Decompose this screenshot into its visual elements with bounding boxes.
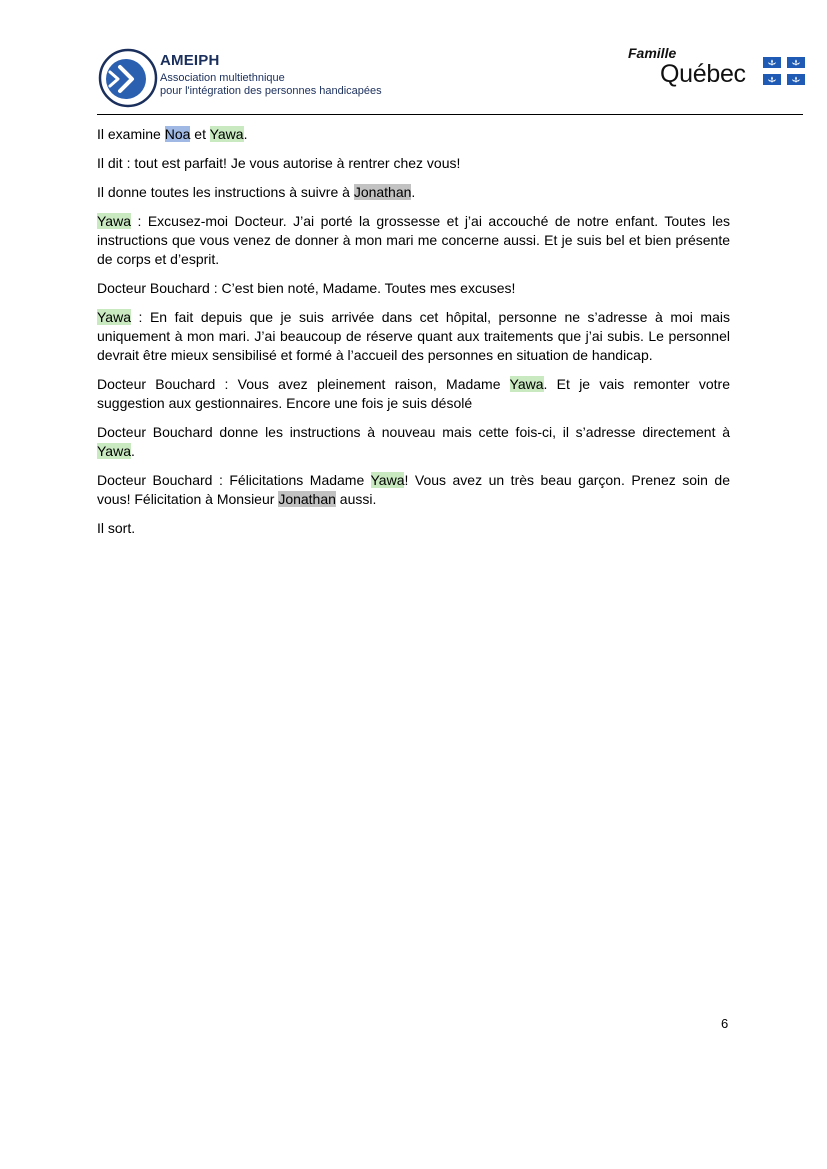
gov-famille-label: Famille <box>628 45 677 61</box>
org-subtitle-line1: Association multiethnique <box>160 72 285 84</box>
name-noa: Noa <box>164 126 191 142</box>
page-header <box>0 0 827 120</box>
paragraph-6: Yawa : En fait depuis que je suis arrivée dans cet hôpital, personne ne s’adresse à moi mais uniquement à mon mari. J’ai beaucoup de réserve quant aux traitements que j’ai subis. Le personnel devrait être mieux sensibilisé et formé à l’accueil des personnes en situation de handicap. <box>97 309 730 363</box>
paragraph-9: Docteur Bouchard : Félicitations Madame Yawa! Vous avez un très beau garçon. Prenez soin de vous! Félicitation à Monsieur Jonathan aussi. <box>97 472 730 507</box>
name-yawa: Yawa <box>370 472 405 488</box>
name-yawa: Yawa <box>97 213 131 229</box>
page-number: 6 <box>721 1016 729 1031</box>
name-yawa: Yawa <box>97 309 131 325</box>
name-jonathan: Jonathan <box>353 184 412 200</box>
document-body <box>97 125 730 548</box>
name-yawa: Yawa <box>97 443 131 459</box>
header-divider <box>97 114 803 115</box>
gov-quebec-label: Québec <box>660 60 746 88</box>
paragraph-8: Docteur Bouchard donne les instructions à nouveau mais cette fois-ci, il s’adresse directement à Yawa. <box>97 424 730 459</box>
ameiph-logo-icon <box>98 48 158 108</box>
paragraph-5: Docteur Bouchard : C’est bien noté, Madame. Toutes mes excuses! <box>97 280 516 296</box>
paragraph-1: Il examine Noa et Yawa. <box>97 126 248 142</box>
org-subtitle <box>160 72 382 98</box>
paragraph-10: Il sort. <box>97 520 136 536</box>
name-yawa: Yawa <box>509 376 544 392</box>
paragraph-7: Docteur Bouchard : Vous avez pleinement raison, Madame Yawa. Et je vais remonter votre suggestion aux gestionnaires. Encore une fois je suis désolé <box>97 376 730 411</box>
paragraph-3: Il donne toutes les instructions à suivre à Jonathan. <box>97 184 416 200</box>
quebec-flag-icon <box>763 57 805 85</box>
org-subtitle-line2: pour l'intégration des personnes handicapées <box>160 85 382 97</box>
org-name: AMEIPH <box>160 52 220 69</box>
name-jonathan: Jonathan <box>278 491 336 507</box>
paragraph-2: Il dit : tout est parfait! Je vous autorise à rentrer chez vous! <box>97 155 461 171</box>
name-yawa: Yawa <box>209 126 244 142</box>
paragraph-4: Yawa : Excusez-moi Docteur. J’ai porté la grossesse et j’ai accouché de notre enfant. Toutes les instructions que vous venez de donner à mon mari me concerne aussi. Et je suis bel et bien présente de corps et d’esprit. <box>97 213 730 267</box>
